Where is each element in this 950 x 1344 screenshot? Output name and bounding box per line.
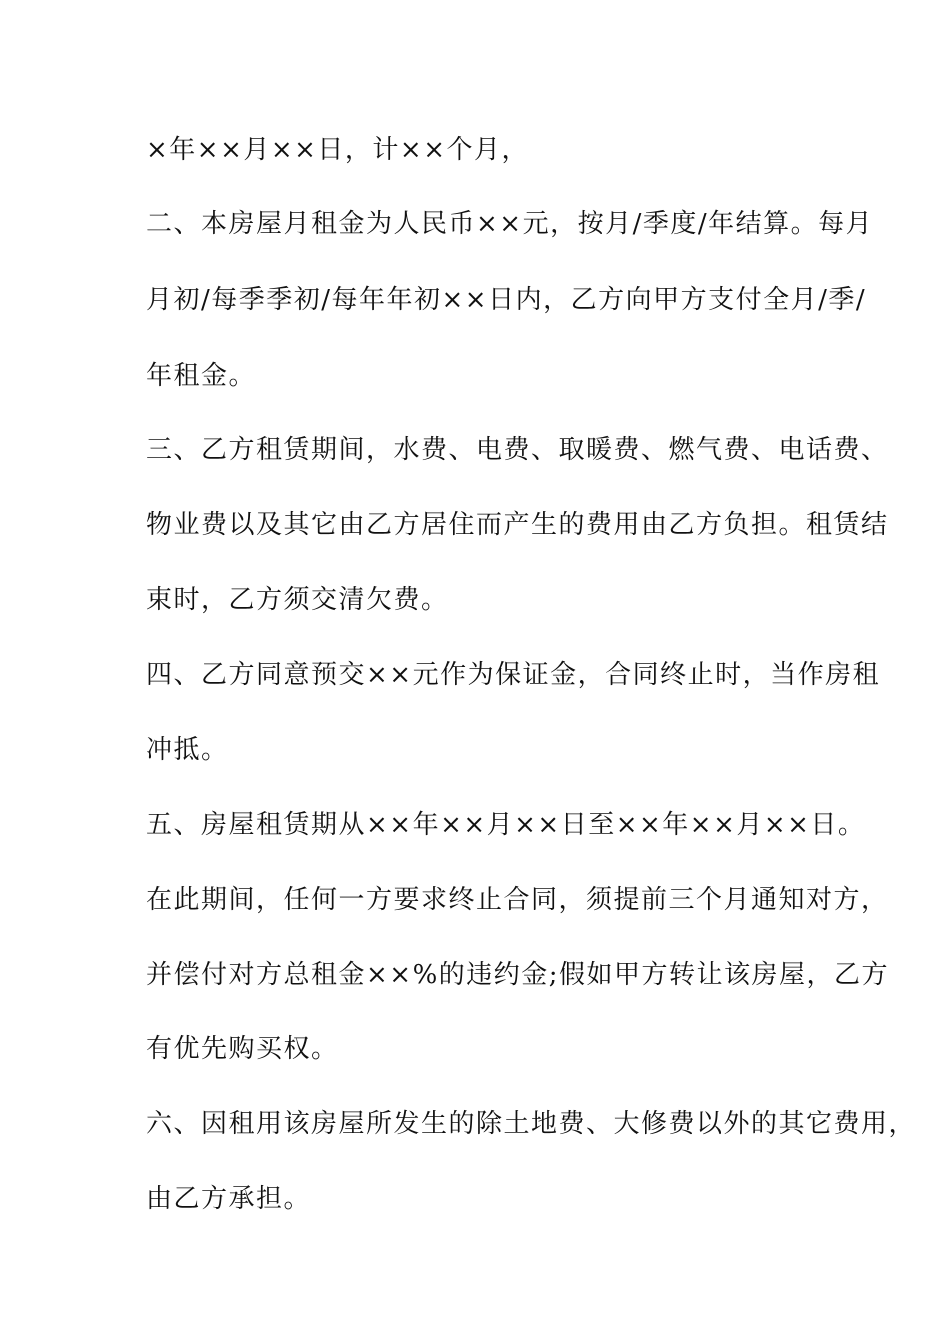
text-line: 由乙方承担。: [146, 1184, 312, 1214]
text-line: 二、本房屋月租金为人民币××元，按月/季度/年结算。每月: [146, 209, 874, 239]
text-line: 物业费以及其它由乙方居住而产生的费用由乙方负担。租赁结: [146, 510, 889, 540]
text-line: 有优先购买权。: [146, 1034, 339, 1064]
text-line: 月初/每季季初/每年年初××日内，乙方向甲方支付全月/季/: [146, 285, 867, 315]
text-line: 并偿付对方总租金××%的违约金;假如甲方转让该房屋，乙方: [146, 960, 890, 990]
text-line: 年租金。: [146, 361, 257, 391]
text-line: 冲抵。: [146, 735, 229, 765]
text-line: 五、房屋租赁期从××年××月××日至××年××月××日。: [146, 810, 866, 840]
text-line: 束时，乙方须交清欠费。: [146, 585, 449, 615]
text-line: ×年××月××日，计××个月，: [146, 135, 529, 165]
text-line: 在此期间，任何一方要求终止合同，须提前三个月通知对方，: [146, 885, 889, 915]
text-line: 三、乙方租赁期间，水费、电费、取暖费、燃气费、电话费、: [146, 435, 889, 465]
text-line: 四、乙方同意预交××元作为保证金，合同终止时，当作房租: [146, 660, 881, 690]
text-line: 六、因租用该房屋所发生的除土地费、大修费以外的其它费用，: [146, 1109, 917, 1139]
